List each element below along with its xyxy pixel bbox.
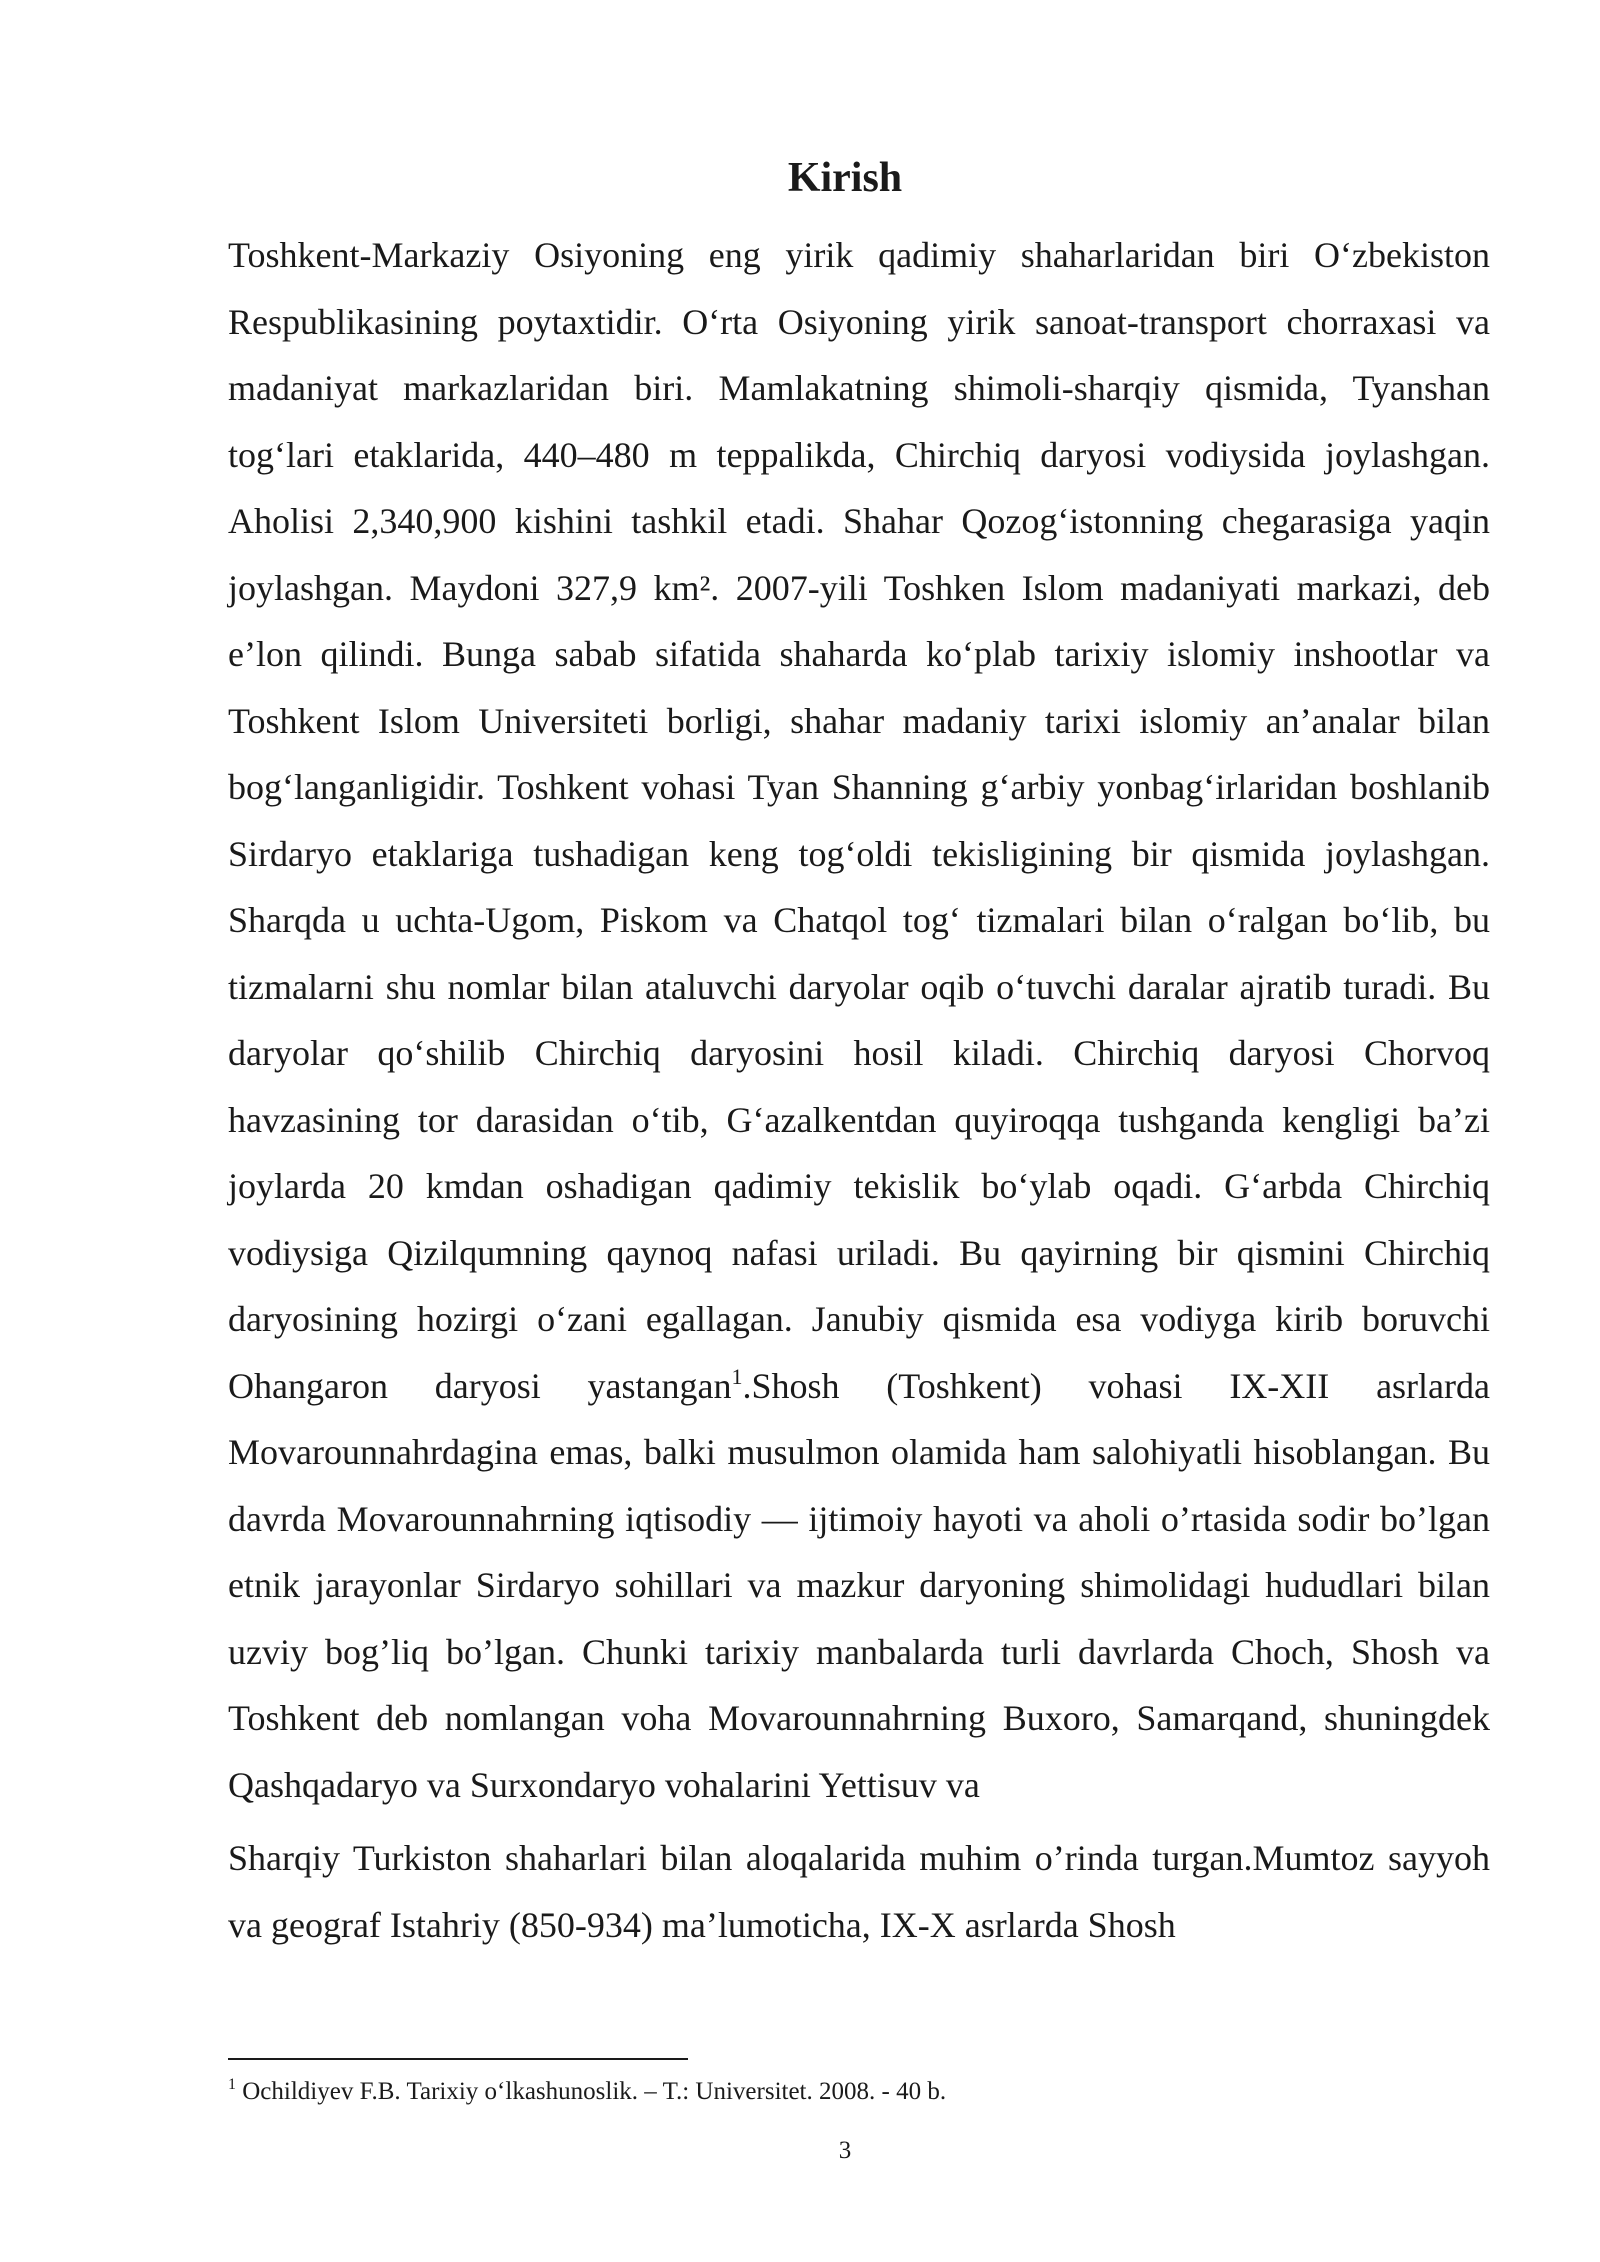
footnote-mark: 1 [228, 2076, 236, 2093]
paragraph-1-text: Toshkent-Markaziy Osiyoning eng yirik qadimiy shaharlaridan biri O‘zbekiston Respublikasining poytaxtidir. O‘rta Osiyoning yirik sanoat-transport chorraxasi va madaniyat markazlaridan biri. Mamlakatning shimoli-sharqiy qismida, Tyanshan tog‘lari etaklarida, 440–480 m teppalikda, Chirchiq daryosi vodiysida joylashgan. Aholisi 2,340,900 kishini tashkil etadi. Shahar Qozog‘istonning chegarasiga yaqin joylashgan. Maydoni 327,9 km². 2007-yili Toshken Islom madaniyati markazi, deb e’lon qilindi. Bunga sabab sifatida shaharda ko‘plab tarixiy islomiy inshootlar va Toshkent Islom Universiteti borligi, shahar madaniy tarixi islomiy an’analar bilan bog‘langanligidir. Toshkent vohasi Tyan Shanning g‘arbiy yonbag‘irlaridan boshlanib Sirdaryo etaklariga tushadigan keng tog‘oldi tekisligining bir qismida joylashgan. Sharqda u uchta-Ugom, Piskom va Chatqol tog‘ tizmalari bilan o‘ralgan bo‘lib, bu tizmalarni shu nomlar bilan ataluvchi daryolar oqib o‘tuvchi daralar ajratib turadi. Bu daryolar qo‘shilib Chirchiq daryosini hosil kiladi. Chirchiq daryosi Chorvoq havzasining tor darasidan o‘tib, G‘azalkentdan quyiroqqa tushganda kengligi ba’zi joylarda 20 kmdan oshadigan qadimiy tekislik bo‘ylab oqadi. G‘arbda Chirchiq vodiysiga Qizilqumning qaynoq nafasi uriladi. Bu qayirning bir qismini Chirchiq daryosining hozirgi o‘zani egallagan. Janubiy qismida esa vodiyga kirib boruvchi Ohangaron daryosi yastangan [228, 235, 1490, 1406]
paragraph-2: Sharqiy Turkiston shaharlari bilan aloqalarida muhim o’rinda turgan.Mumtoz sayyoh va geograf Istahriy (850-934) ma’lumoticha, IX-X asrlarda Shosh [228, 1838, 1490, 1945]
footnote [228, 2074, 1490, 2110]
footnote-text: Ochildiyev F.B. Tarixiy o‘lkashunoslik. – T.: Universitet. 2008. - 40 b. [236, 2078, 947, 2105]
page-number: 3 [838, 2137, 852, 2164]
paragraph-1 [228, 222, 1490, 1818]
footnote-reference[interactable]: 1 [731, 1363, 743, 1389]
paragraph-1-continuation: .Shosh (Toshkent) vohasi IX-XII asrlarda Movarounnahrdagina emas, balki musulmon olamida ham salohiyatli hisoblangan. Bu davrda Movarounnahrning iqtisodiy — ijtimoiy hayoti va aholi o’rtasida sodir bo’lgan etnik jarayonlar Sirdaryo sohillari va mazkur daryoning shimolidagi hududlari bilan uzviy bog’liq bo’lgan. Chunki tarixiy manbalarda turli davrlarda Choch, Shosh va Toshkent deb nomlangan voha Movarounnahrning Buxoro, Samarqand, shuningdek Qashqadaryo va Surxondaryo vohalarini Yettisuv va [228, 1365, 1490, 1805]
footnote-separator [228, 2058, 688, 2060]
body-text [228, 222, 1490, 1958]
page-title: Kirish [787, 155, 903, 201]
